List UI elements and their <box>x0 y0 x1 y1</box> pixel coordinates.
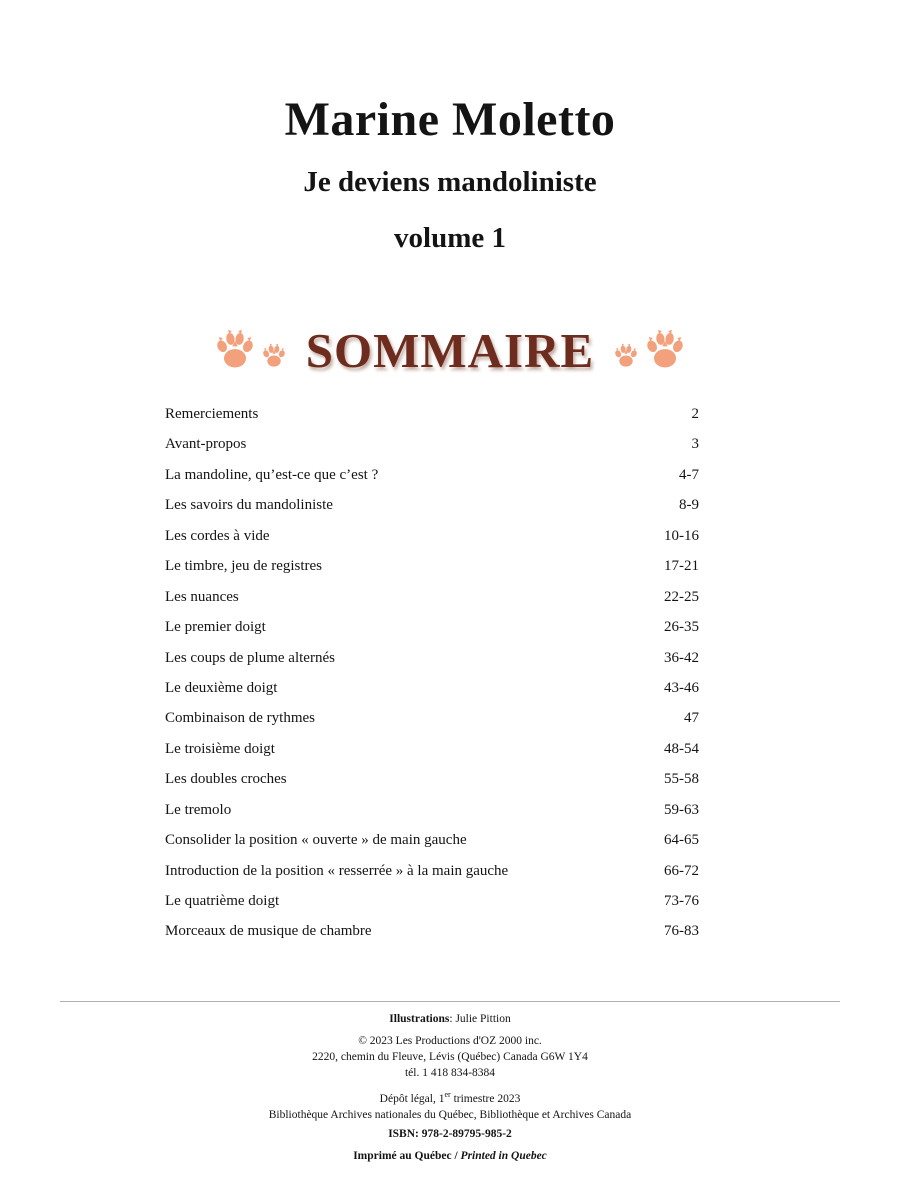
publisher-phone: tél. 1 418 834-8384 <box>404 1067 496 1079</box>
toc-entry <box>165 406 699 436</box>
left-paws <box>212 327 288 373</box>
author-name: Marine Moletto <box>284 93 616 146</box>
toc-entry-title: Le quatrième doigt <box>165 893 280 909</box>
paw-print-icon <box>612 342 640 370</box>
toc-entry-pages: 55-58 <box>664 771 699 788</box>
legal-deposit-suffix: trimestre 2023 <box>450 1092 521 1105</box>
toc-entry-title: Combinaison de rythmes <box>165 710 315 727</box>
libraries-line: Bibliothèque Archives nationales du Québec, Bibliothèque et Archives Canada <box>268 1108 632 1121</box>
legal-deposit <box>0 1087 900 1107</box>
toc-entry-pages: 48-54 <box>664 740 699 757</box>
toc-entry <box>165 893 699 923</box>
illustrations-separator: : <box>449 1013 456 1025</box>
toc-entry <box>165 528 699 558</box>
toc-entry-title: Les cordes à vide <box>165 527 270 544</box>
toc-entry-title: Le troisième doigt <box>165 740 275 757</box>
illustrations-label: Illustrations <box>389 1013 450 1025</box>
paw-print-icon <box>212 327 258 373</box>
toc-entry-pages: 26-35 <box>664 619 699 636</box>
toc-entry-pages: 66-72 <box>664 862 699 879</box>
legal-deposit-ordinal: er <box>444 1090 451 1099</box>
toc-entry-pages: 36-42 <box>664 649 699 666</box>
toc-entry <box>165 558 699 588</box>
toc-entry <box>165 802 699 832</box>
printed-separator: / <box>451 1149 461 1162</box>
toc-entry-title: Le tremolo <box>165 801 232 818</box>
toc-entry-pages: 59-63 <box>664 801 699 818</box>
toc-entry-title: Le premier doigt <box>165 619 266 636</box>
right-paws <box>612 327 688 373</box>
isbn: ISBN: 978-2-89795-985-2 <box>388 1127 512 1140</box>
legal-deposit-prefix: Dépôt légal, 1 <box>379 1092 445 1105</box>
toc-entry-pages: 64-65 <box>664 832 699 849</box>
toc-entry <box>165 923 699 953</box>
toc-entry <box>165 619 699 649</box>
printed-in <box>0 1148 900 1164</box>
toc-entry-pages: 17-21 <box>664 558 699 575</box>
book-subtitle: Je deviens mandoliniste <box>303 166 597 198</box>
toc-entry-title: Les nuances <box>165 588 239 605</box>
volume-label: volume 1 <box>394 222 506 254</box>
footer-divider <box>60 1001 840 1002</box>
toc-entry-title: Avant-propos <box>165 436 247 453</box>
toc-entry <box>165 863 699 893</box>
toc-entry-title: La mandoline, qu’est-ce que c’est ? <box>165 466 379 483</box>
toc-entry-title: Morceaux de musique de chambre <box>165 923 372 940</box>
toc-entry-title: Le deuxième doigt <box>165 679 278 696</box>
toc-entry-pages: 10-16 <box>664 527 699 544</box>
toc-entry-title: Remerciements <box>165 406 259 422</box>
toc-entry-title: Les savoirs du mandoliniste <box>165 497 333 514</box>
publisher-address: 2220, chemin du Fleuve, Lévis (Québec) Canada G6W 1Y4 <box>312 1051 588 1063</box>
toc-entry-pages: 2 <box>691 406 699 422</box>
copyright-line: © 2023 Les Productions d'OZ 2000 inc. <box>358 1035 542 1047</box>
toc-entry <box>165 436 699 466</box>
toc-entry-title: Introduction de la position « resserrée » à la main gauche <box>165 862 509 879</box>
illustrator-name: Julie Pittion <box>455 1013 511 1025</box>
printed-fr: Imprimé au Québec <box>353 1149 452 1162</box>
toc-entry-title: Les doubles croches <box>165 771 287 788</box>
toc-entry-title: Consolider la position « ouverte » de main gauche <box>165 832 467 849</box>
toc-entry <box>165 832 699 862</box>
table-of-contents <box>165 406 699 954</box>
toc-entry <box>165 710 699 740</box>
toc-entry <box>165 741 699 771</box>
toc-entry-title: Les coups de plume alternés <box>165 649 335 666</box>
toc-entry <box>165 771 699 801</box>
toc-entry-pages: 43-46 <box>664 679 699 696</box>
toc-entry-pages: 8-9 <box>679 497 699 514</box>
toc-entry <box>165 680 699 710</box>
toc-entry <box>165 497 699 527</box>
toc-entry-pages: 4-7 <box>679 466 699 483</box>
toc-entry-pages: 22-25 <box>664 588 699 605</box>
toc-entry-title: Le timbre, jeu de registres <box>165 558 323 575</box>
printed-en: Printed in Quebec <box>460 1149 547 1162</box>
toc-entry-pages: 73-76 <box>664 893 699 909</box>
toc-entry <box>165 589 699 619</box>
toc-entry-pages: 76-83 <box>664 923 699 940</box>
toc-entry-pages: 47 <box>684 710 699 727</box>
paw-print-icon <box>642 327 688 373</box>
sommaire-title: SOMMAIRE <box>305 322 595 378</box>
toc-entry <box>165 650 699 680</box>
toc-entry <box>165 467 699 497</box>
sommaire-heading <box>0 310 900 390</box>
paw-print-icon <box>260 342 288 370</box>
illustrations-credit <box>0 1011 900 1027</box>
toc-entry-pages: 3 <box>691 436 699 453</box>
colophon <box>0 1011 900 1164</box>
